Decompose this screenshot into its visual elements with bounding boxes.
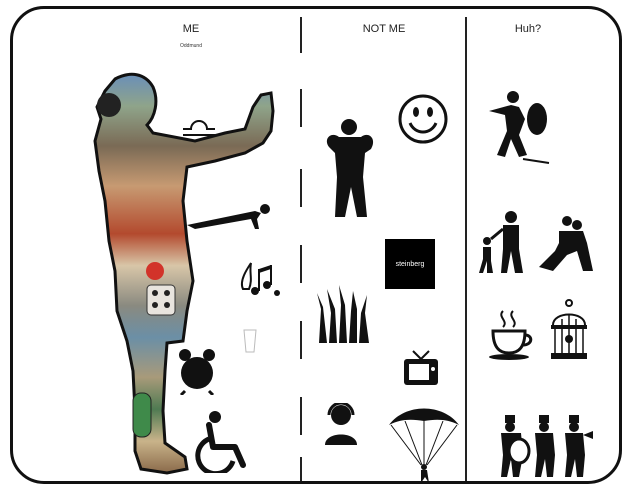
column-title-not-me: NOT ME <box>362 23 406 35</box>
marching-band-icon <box>497 415 593 477</box>
divider-dash <box>300 169 302 207</box>
birdcage-icon <box>549 299 589 363</box>
libra-icon <box>181 117 217 137</box>
coffee-cup-icon <box>485 309 535 361</box>
bodybuilder-icon <box>319 117 381 221</box>
column-subtitle-me: Oddmund <box>180 43 202 49</box>
headset-person-icon <box>323 403 359 445</box>
divider-dash <box>300 245 302 283</box>
column-title-me: ME <box>182 23 200 35</box>
tv-icon <box>403 349 439 389</box>
crowd-icon <box>315 283 373 343</box>
steinberg-logo-text: steinberg <box>395 260 425 268</box>
card-frame <box>10 6 622 484</box>
pushup-icon <box>185 201 275 231</box>
glass-icon <box>243 329 257 353</box>
steinberg-logo <box>385 239 435 289</box>
smiley-icon <box>397 93 449 145</box>
divider-top-left <box>300 17 302 53</box>
paraglider-icon <box>385 403 463 484</box>
father-child-icon <box>475 209 531 273</box>
divider-right <box>465 17 467 483</box>
music-notes-icon <box>237 259 283 301</box>
divider-dash <box>300 321 302 359</box>
divider-dash <box>300 457 302 484</box>
column-title-huh: Huh? <box>514 23 542 35</box>
fencer-icon <box>483 89 553 169</box>
divider-dash <box>300 89 302 127</box>
divider-dash <box>300 397 302 435</box>
alarm-clock-icon <box>177 347 217 395</box>
tango-dancers-icon <box>537 215 593 273</box>
wheelchair-icon <box>195 409 257 473</box>
